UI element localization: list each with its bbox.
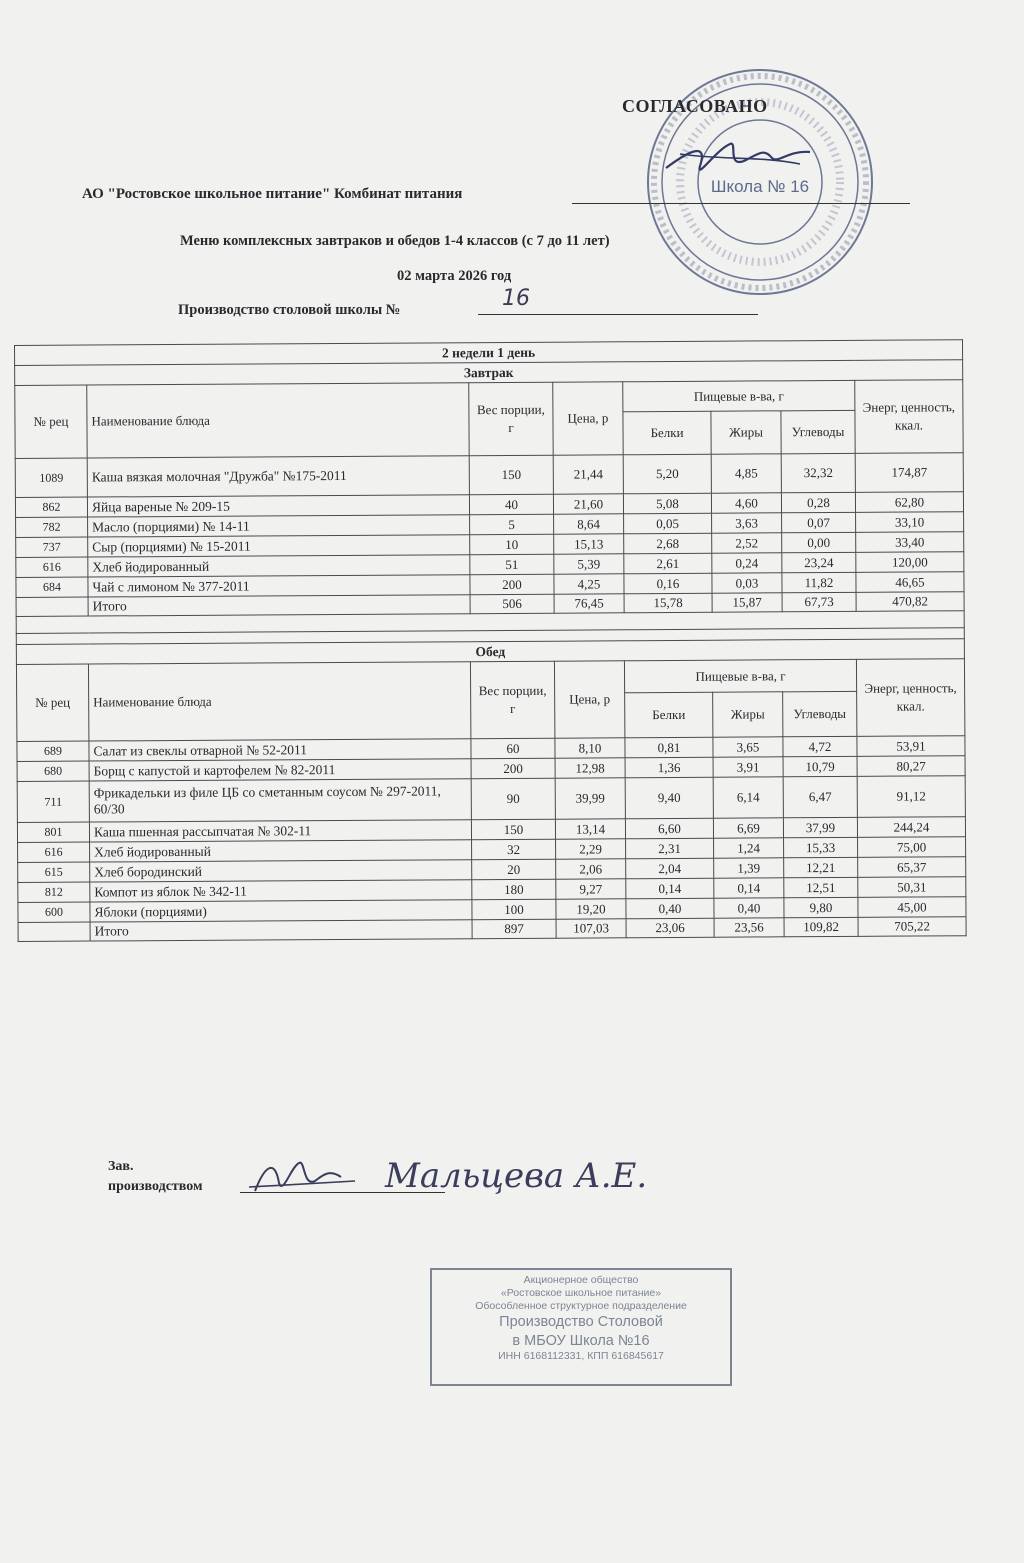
breakfast-cell-protein: 5,20 (623, 454, 711, 494)
breakfast-total-protein: 15,78 (624, 593, 712, 613)
lunch-total-price: 107,03 (556, 919, 626, 938)
rect-stamp-line3: Обособленное структурное подразделение (475, 1300, 687, 1313)
lunch-cell-price: 9,27 (556, 879, 626, 899)
lunch-cell-carbs: 10,79 (783, 756, 857, 776)
breakfast-cell-energy: 46,65 (856, 572, 964, 593)
breakfast-cell-recipe: 684 (16, 577, 88, 597)
col-dish: Наименование блюда (87, 383, 469, 458)
breakfast-cell-dish: Сыр (порциями) № 15-2011 (88, 535, 470, 557)
breakfast-total-price: 76,45 (554, 594, 624, 613)
lunch-cell-weight: 90 (471, 778, 555, 820)
breakfast-cell-carbs: 0,07 (782, 512, 856, 532)
lunch-cell-weight: 150 (471, 819, 555, 840)
lunch-cell-recipe: 711 (17, 781, 89, 822)
lunch-cell-price: 2,06 (556, 859, 626, 879)
lunch-total-weight: 897 (472, 919, 556, 939)
lunch-cell-price: 12,98 (555, 758, 625, 778)
lunch-cell-energy: 80,27 (857, 756, 965, 777)
organization-name: АО "Ростовское школьное питание" Комбинат питания (82, 186, 463, 202)
breakfast-cell-weight: 200 (470, 574, 554, 595)
lunch-cell-carbs: 12,21 (784, 857, 858, 877)
breakfast-cell-carbs: 0,00 (782, 532, 856, 552)
menu-sheet (14, 339, 966, 942)
lunch-cell-energy: 53,91 (857, 736, 965, 757)
lunch-cell-weight: 100 (472, 899, 556, 920)
breakfast-cell-recipe: 737 (16, 537, 88, 557)
round-stamp-text: Школа № 16 (710, 177, 810, 196)
menu-table (14, 339, 967, 942)
lunch-cell-protein: 9,40 (625, 777, 713, 819)
lunch-cell-dish: Борщ с капустой и картофелем № 82-2011 (89, 759, 471, 781)
lunch-cell-price: 2,29 (556, 839, 626, 859)
lunch-cell-carbs: 15,33 (784, 837, 858, 857)
breakfast-cell-carbs: 0,28 (781, 492, 855, 512)
breakfast-rows (15, 453, 964, 598)
production-head-label-line1: Зав. (108, 1159, 134, 1174)
production-label: Производство столовой школы № (178, 302, 401, 318)
lunch-cell-carbs: 37,99 (783, 817, 857, 837)
col-price: Цена, р (553, 382, 623, 455)
lunch-cell-energy: 244,24 (857, 817, 965, 838)
col-carbs: Углеводы (783, 691, 857, 736)
breakfast-cell-recipe: 616 (16, 557, 88, 577)
breakfast-cell-price: 4,25 (554, 574, 624, 594)
lunch-cell-recipe: 680 (17, 761, 89, 781)
lunch-cell-recipe: 689 (17, 741, 89, 761)
rect-stamp-line6: ИНН 6168112331, КПП 616845617 (498, 1349, 664, 1362)
col-recipe: № рец (16, 664, 88, 741)
lunch-cell-carbs: 6,47 (783, 776, 857, 817)
lunch-cell-fat: 1,39 (714, 858, 784, 878)
breakfast-cell-energy: 33,10 (856, 512, 964, 533)
breakfast-cell-weight: 51 (470, 554, 554, 575)
lunch-cell-weight: 180 (472, 879, 556, 900)
lunch-cell-fat: 6,14 (713, 777, 783, 818)
breakfast-cell-fat: 0,03 (712, 573, 782, 593)
lunch-cell-protein: 0,14 (626, 878, 714, 899)
production-head-signature-text: Мальцева А.Е. (385, 1156, 648, 1196)
breakfast-cell-dish: Яйца вареные № 209-15 (87, 495, 469, 517)
approval-signature (660, 130, 820, 190)
lunch-cell-dish: Хлеб бородинский (90, 860, 472, 882)
lunch-total-carbs: 109,82 (784, 917, 858, 936)
col-protein: Белки (623, 411, 711, 455)
breakfast-cell-weight: 5 (470, 514, 554, 535)
breakfast-total-energy: 470,82 (856, 592, 964, 612)
breakfast-cell-price: 8,64 (554, 514, 624, 534)
lunch-cell-dish: Яблоки (порциями) (90, 900, 472, 922)
breakfast-cell-fat: 0,24 (712, 553, 782, 573)
breakfast-cell-protein: 0,05 (624, 513, 712, 534)
breakfast-cell-recipe: 782 (16, 517, 88, 537)
breakfast-row (15, 453, 963, 498)
production-number: 16 (502, 286, 530, 311)
lunch-cell-energy: 50,31 (858, 877, 966, 898)
lunch-cell-recipe: 616 (18, 842, 90, 862)
lunch-cell-price: 39,99 (555, 778, 625, 819)
rect-stamp-line4: Производство Столовой (499, 1314, 663, 1331)
col-carbs: Углеводы (781, 410, 855, 453)
lunch-cell-fat: 0,14 (714, 878, 784, 898)
lunch-rows (17, 736, 966, 923)
breakfast-cell-price: 21,44 (553, 455, 623, 494)
production-head-label-line2: производством (108, 1178, 203, 1194)
lunch-cell-fat: 1,24 (714, 838, 784, 858)
breakfast-cell-energy: 33,40 (856, 532, 964, 553)
col-recipe: № рец (15, 385, 87, 458)
lunch-cell-fat: 0,40 (714, 898, 784, 918)
lunch-cell-fat: 3,91 (713, 757, 783, 777)
breakfast-total-label: Итого (88, 595, 470, 616)
lunch-cell-carbs: 4,72 (783, 736, 857, 756)
col-nutrients: Пищевые в-ва, г (623, 380, 855, 411)
breakfast-cell-dish: Масло (порциями) № 14-11 (88, 515, 470, 537)
breakfast-cell-recipe: 862 (15, 497, 87, 517)
breakfast-cell-recipe: 1089 (15, 458, 87, 497)
breakfast-cell-price: 5,39 (554, 554, 624, 574)
rect-stamp-line5: в МБОУ Школа №16 (512, 1332, 650, 1349)
breakfast-cell-price: 21,60 (553, 494, 623, 514)
rectangular-stamp (430, 1268, 732, 1386)
lunch-cell-recipe: 812 (18, 882, 90, 902)
lunch-cell-energy: 91,12 (857, 776, 965, 818)
lunch-row (17, 776, 965, 823)
lunch-total-energy: 705,22 (858, 917, 966, 937)
lunch-cell-energy: 75,00 (858, 837, 966, 858)
lunch-cell-protein: 0,81 (625, 737, 713, 758)
breakfast-cell-protein: 0,16 (624, 573, 712, 594)
production-head-label (108, 1157, 203, 1196)
col-weight: Вес порции, г (469, 382, 553, 456)
organization-underline (572, 203, 910, 204)
col-dish: Наименование блюда (88, 662, 470, 741)
col-protein: Белки (625, 692, 713, 738)
lunch-cell-dish: Компот из яблок № 342-11 (90, 880, 472, 902)
lunch-total-protein: 23,06 (626, 918, 714, 938)
lunch-cell-dish: Каша пшенная рассыпчатая № 302-11 (89, 820, 471, 842)
col-price: Цена, р (554, 661, 624, 738)
col-energy: Энерг, ценность, ккал. (855, 380, 963, 454)
breakfast-cell-protein: 2,68 (624, 533, 712, 554)
lunch-cell-protein: 0,40 (626, 898, 714, 919)
lunch-cell-energy: 45,00 (858, 897, 966, 918)
breakfast-cell-carbs: 11,82 (782, 572, 856, 592)
breakfast-cell-energy: 120,00 (856, 552, 964, 573)
lunch-cell-carbs: 9,80 (784, 897, 858, 917)
breakfast-total-fat: 15,87 (712, 593, 782, 612)
lunch-cell-energy: 65,37 (858, 857, 966, 878)
breakfast-cell-carbs: 23,24 (782, 552, 856, 572)
lunch-cell-protein: 2,31 (626, 838, 714, 859)
week-day-title: 2 недели 1 день (15, 340, 963, 366)
breakfast-cell-dish: Каша вязкая молочная "Дружба" №175-2011 (87, 456, 469, 497)
breakfast-cell-protein: 2,61 (624, 553, 712, 574)
lunch-cell-recipe: 801 (17, 822, 89, 842)
lunch-cell-recipe: 615 (18, 862, 90, 882)
col-weight: Вес порции, г (470, 661, 554, 739)
breakfast-cell-fat: 3,63 (712, 513, 782, 533)
breakfast-cell-dish: Чай с лимоном № 377-2011 (88, 575, 470, 597)
breakfast-cell-energy: 174,87 (855, 453, 963, 493)
breakfast-cell-fat: 2,52 (712, 533, 782, 553)
lunch-total-label: Итого (90, 920, 472, 941)
breakfast-total-weight: 506 (470, 594, 554, 614)
lunch-cell-price: 13,14 (555, 819, 625, 839)
breakfast-cell-weight: 40 (469, 494, 553, 515)
lunch-cell-weight: 200 (471, 758, 555, 779)
lunch-cell-dish: Хлеб йодированный (90, 840, 472, 862)
breakfast-total-carbs: 67,73 (782, 592, 856, 611)
lunch-cell-protein: 2,04 (626, 858, 714, 879)
lunch-cell-price: 8,10 (555, 738, 625, 758)
breakfast-cell-fat: 4,60 (711, 493, 781, 513)
breakfast-title: Завтрак (15, 360, 963, 386)
col-energy: Энерг, ценность, ккал. (856, 659, 964, 737)
lunch-cell-protein: 1,36 (625, 757, 713, 778)
breakfast-cell-protein: 5,08 (623, 493, 711, 514)
lunch-cell-price: 19,20 (556, 899, 626, 919)
breakfast-cell-price: 15,13 (554, 534, 624, 554)
breakfast-cell-weight: 150 (469, 455, 553, 495)
col-fat: Жиры (711, 411, 781, 454)
lunch-cell-weight: 32 (472, 839, 556, 860)
breakfast-cell-dish: Хлеб йодированный (88, 555, 470, 577)
lunch-total-fat: 23,56 (714, 918, 784, 937)
lunch-cell-carbs: 12,51 (784, 877, 858, 897)
col-fat: Жиры (713, 692, 783, 737)
lunch-cell-recipe: 600 (18, 902, 90, 922)
lunch-cell-dish: Салат из свеклы отварной № 52-2011 (89, 739, 471, 761)
lunch-cell-fat: 6,69 (713, 818, 783, 838)
menu-title: Меню комплексных завтраков и обедов 1-4 классов (с 7 до 11 лет) (180, 233, 610, 249)
breakfast-cell-fat: 4,85 (711, 454, 781, 493)
breakfast-cell-weight: 10 (470, 534, 554, 555)
production-underline (478, 314, 758, 315)
rect-stamp-line1: Акционерное общество (523, 1274, 639, 1286)
breakfast-cell-energy: 62,80 (855, 492, 963, 513)
rect-stamp-line2: «Ростовское школьное питание» (500, 1287, 662, 1300)
lunch-cell-fat: 3,65 (713, 737, 783, 757)
agreed-heading: СОГЛАСОВАНО (622, 96, 768, 116)
breakfast-cell-carbs: 32,32 (781, 453, 855, 492)
production-head-signature (245, 1145, 685, 1205)
menu-date: 02 марта 2026 год (397, 268, 512, 284)
lunch-cell-protein: 6,60 (625, 818, 713, 839)
lunch-cell-weight: 20 (472, 859, 556, 880)
lunch-title: Обед (16, 639, 964, 665)
lunch-cell-dish: Фрикадельки из филе ЦБ со сметанным соусом № 297-2011, 60/30 (89, 779, 471, 822)
lunch-cell-weight: 60 (471, 738, 555, 759)
col-nutrients: Пищевые в-ва, г (624, 659, 856, 692)
